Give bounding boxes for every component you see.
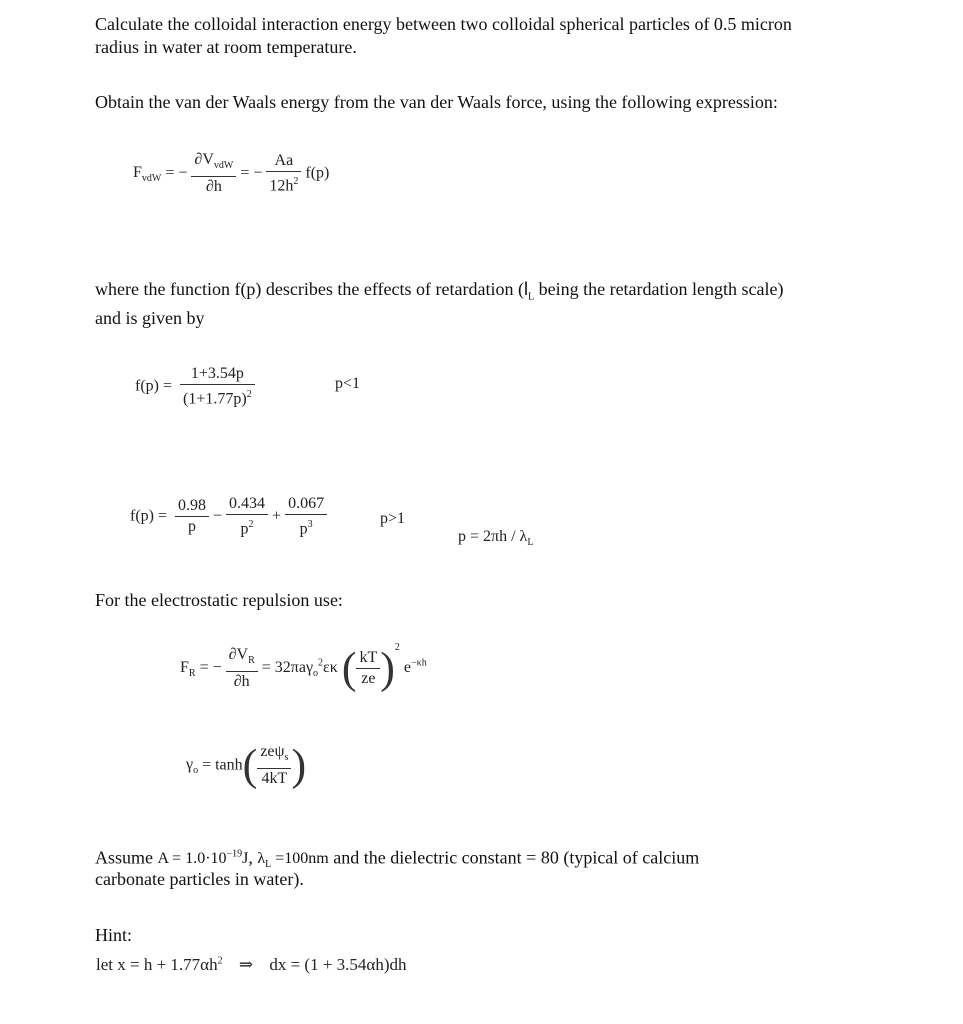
fvdw-tail: f(p) [305,164,330,182]
fr-lhs: $F_R$ [180,659,196,680]
fp-large-op-1: − [213,507,223,525]
hint-equation: let $x = h + 1.77\alpha h^2$ ⇒ dx = (1 + 3.54αh)dh [96,955,407,974]
assume-a-value: $A = 1.0\cdot 10^{-19}J$ [157,849,249,868]
assume-line-2: carbonate particles in water). [95,869,304,889]
equation-fvdw [133,150,329,197]
assume-line-1: Assume $A = 1.0\cdot 10^{-19}J$, $\lambda_L =100nm$ and the dielectric constant = 80 (typical of calcium [95,847,700,871]
gamma-eq: = tanh [202,756,243,774]
fr-eq1: = − [199,659,222,676]
fr-exponential: $e^{-\kappa h}$ [403,657,427,676]
retardation-line-2: and is given by [95,308,205,328]
fp-large-frac-1: $\frac{0.98}{p}$ [175,496,209,537]
equation-fp-small [135,364,255,409]
fvdw-frac-1: $\frac{\partial V_{vdW}}{\partial h}$ [191,150,236,197]
hint-label: Hint: [95,925,133,945]
fr-frac: $\frac{\partial V_R}{\partial h}$ [226,645,258,692]
fp-large-lhs: f(p) = [130,507,168,525]
fp-large-op-2: + [272,507,282,525]
fp-large-frac-2: $\frac{0.434}{p^2}$ [226,494,268,539]
gamma-lhs: $\gamma_o$ [186,756,199,777]
fvdw-eq1: = − [165,164,188,182]
fp-small-frac: $\frac{1+3.54p}{(1+1.77p)^2}$ [180,364,255,409]
retardation-line-1: where the function f(p) describes the effects of retardation ($l_L$ being the retardation length scale) [95,279,784,303]
fvdw-frac-2: $\frac{Aa}{12h^2}$ [266,151,301,196]
intro-line-2: radius in water at room temperature. [95,37,357,57]
fr-kt-exp: 2 [394,642,400,653]
assume-lambda: $\lambda_L =100nm$ [257,850,329,871]
fvdw-lhs: $F_{vdW}$ [133,164,162,185]
vdw-instruction: Obtain the van der Waals energy from the van der Waals force, using the following expression: [95,92,778,112]
fr-kt-frac: $\frac{kT}{ze}$ [356,648,380,689]
fvdw-eq2: = − [240,164,263,182]
fp-small-lhs: f(p) = [135,377,173,395]
p-definition: $p = 2\pi h / \lambda_L$ [458,528,534,549]
gamma-frac: $\frac{ze\psi_s}{4kT}$ [257,742,291,789]
equation-fr: $F_R$ = − $\frac{\partial V_R}{\partial h}$ = 32πaγ$_o^2$εκ ( $\frac{kT}{ze}$ )$^2$ $e^{-\kappa h}$ [180,642,427,693]
fr-eq2: = 32πaγ$_o^2$ [261,657,324,680]
fp-small-condition: p<1 [335,375,361,392]
fp-large-frac-3: $\frac{0.067}{p^3}$ [285,494,327,539]
fr-eps: εκ [323,659,338,676]
fp-large-condition: p>1 [380,510,406,527]
hint-arrow: ⇒ [238,955,254,974]
electrostatic-label: For the electrostatic repulsion use: [95,590,343,610]
equation-gamma: $\gamma_o = \tanh$( $\frac{ze\psi_s}{4kT}$ ) [186,740,307,790]
equation-fp-large [130,494,327,539]
intro-line-1: Calculate the colloidal interaction energy between two colloidal spherical particles of 0.5 micron [95,14,792,34]
hint-dx: dx = (1 + 3.54αh)dh [269,955,407,974]
